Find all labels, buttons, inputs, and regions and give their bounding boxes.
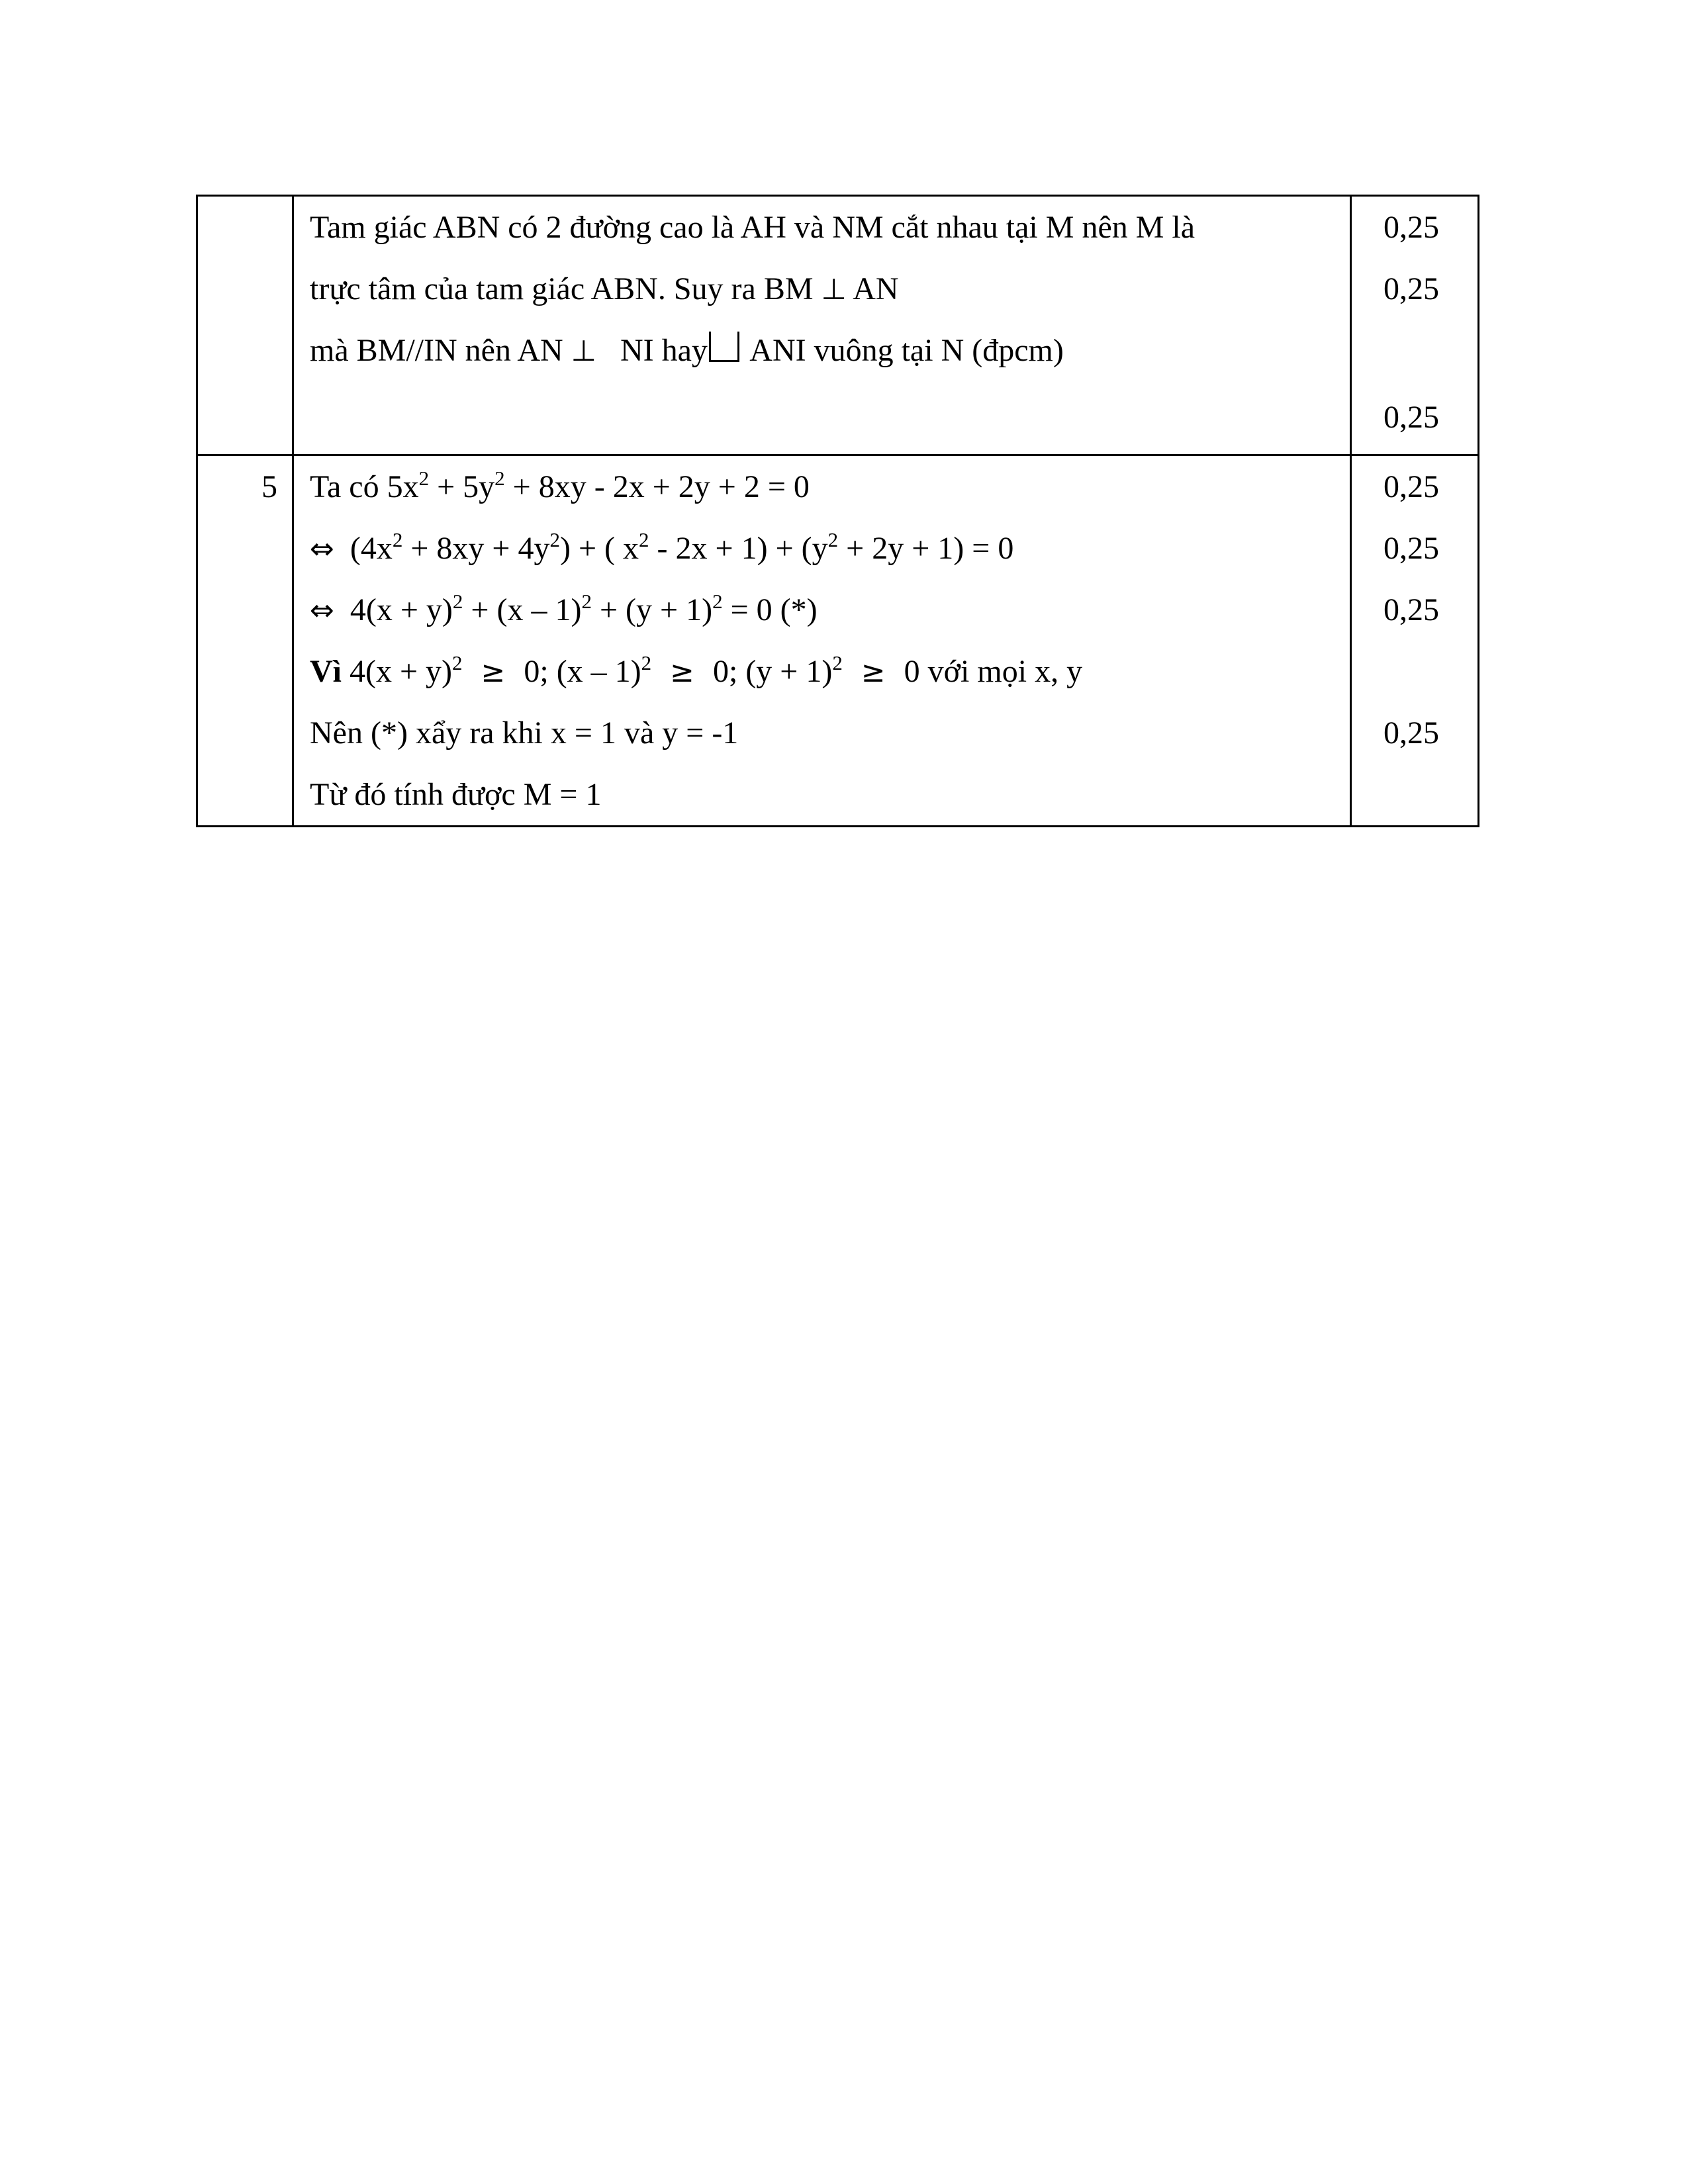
table-row bbox=[197, 196, 1479, 455]
exponent: 2 bbox=[494, 467, 505, 490]
text-segment: + 5y bbox=[429, 469, 495, 504]
text-segment: AN bbox=[853, 271, 899, 306]
solution-line-empty bbox=[294, 381, 1350, 443]
solution-line: Nên (*) xẩy ra khi x = 1 và y = -1 bbox=[310, 715, 739, 751]
solution-line bbox=[294, 641, 1350, 702]
solution-line bbox=[294, 456, 1350, 518]
text-segment: + (y + 1) bbox=[591, 592, 713, 627]
text-segment: mà BM//IN nên AN bbox=[310, 333, 563, 368]
solution-line: Từ đó tính được M = 1 bbox=[310, 777, 602, 812]
score-value: 0,25 bbox=[1383, 210, 1439, 245]
score-value bbox=[1352, 641, 1477, 702]
exponent: 2 bbox=[639, 528, 649, 551]
equivalence-symbol: ⇔ bbox=[310, 594, 334, 627]
text-segment: Ta có 5x bbox=[310, 469, 419, 504]
score-cell bbox=[1351, 455, 1479, 827]
score-value bbox=[1352, 764, 1477, 825]
text-segment: 0; (x – 1) bbox=[524, 654, 641, 689]
text-segment: = 0 (*) bbox=[722, 592, 818, 627]
score-value bbox=[1352, 320, 1477, 381]
score-value: 0,25 bbox=[1383, 469, 1439, 504]
question-number-cell bbox=[197, 196, 293, 455]
bold-word: Vì bbox=[310, 654, 342, 689]
exponent: 2 bbox=[452, 651, 463, 674]
exponent: 2 bbox=[827, 528, 839, 551]
text-segment: 0; (y + 1) bbox=[712, 654, 833, 689]
text-segment: ) + ( x bbox=[560, 531, 639, 566]
score-value: 0,25 bbox=[1383, 592, 1439, 627]
exponent: 2 bbox=[392, 528, 403, 551]
text-segment: + (x – 1) bbox=[463, 592, 582, 627]
equivalence-symbol: ⇔ bbox=[310, 532, 334, 566]
exponent: 2 bbox=[418, 467, 430, 490]
score-value: 0,25 bbox=[1383, 531, 1439, 566]
greater-equal-symbol: ≥ bbox=[462, 655, 524, 689]
exponent: 2 bbox=[581, 590, 592, 613]
exponent: 2 bbox=[641, 651, 652, 674]
greater-equal-symbol: ≥ bbox=[651, 655, 713, 689]
text-segment: + 8xy + 4y bbox=[402, 531, 550, 566]
solution-line bbox=[294, 320, 1350, 381]
triangle-placeholder-icon bbox=[709, 332, 739, 362]
question-number-cell bbox=[197, 455, 293, 827]
text-segment: 4(x + y) bbox=[342, 654, 453, 689]
text-segment: ANI vuông tại N (đpcm) bbox=[749, 333, 1064, 368]
solution-cell bbox=[293, 196, 1351, 455]
answer-table bbox=[196, 195, 1479, 827]
text-segment: + 2y + 1) = 0 bbox=[838, 531, 1014, 566]
score-cell bbox=[1351, 196, 1479, 455]
perpendicular-symbol: ⊥ bbox=[821, 273, 847, 306]
solution-cell bbox=[293, 455, 1351, 827]
solution-line: Tam giác ABN có 2 đường cao là AH và NM cắt nhau tại M nên M là bbox=[310, 210, 1196, 245]
exponent: 2 bbox=[452, 590, 463, 613]
text-segment: NI hay bbox=[620, 333, 708, 368]
solution-line bbox=[294, 579, 1350, 641]
solution-line bbox=[294, 518, 1350, 579]
text-segment: + 8xy - 2x + 2y + 2 = 0 bbox=[504, 469, 810, 504]
exponent: 2 bbox=[712, 590, 723, 613]
perpendicular-symbol: ⊥ bbox=[571, 334, 596, 368]
solution-line bbox=[294, 258, 1350, 320]
text-segment: 4(x + y) bbox=[334, 592, 453, 627]
exponent: 2 bbox=[549, 528, 560, 551]
table-row bbox=[197, 455, 1479, 827]
text-segment: - 2x + 1) + (y bbox=[649, 531, 828, 566]
score-value: 0,25 bbox=[1383, 271, 1439, 306]
text-segment: (4x bbox=[334, 531, 393, 566]
exponent: 2 bbox=[832, 651, 843, 674]
question-number: 5 bbox=[261, 469, 277, 504]
score-value: 0,25 bbox=[1383, 715, 1439, 751]
greater-equal-symbol: ≥ bbox=[842, 655, 904, 689]
score-value: 0,25 bbox=[1383, 400, 1439, 435]
text-segment: trực tâm của tam giác ABN. Suy ra BM bbox=[310, 271, 814, 306]
text-segment: 0 với mọi x, y bbox=[904, 654, 1083, 689]
